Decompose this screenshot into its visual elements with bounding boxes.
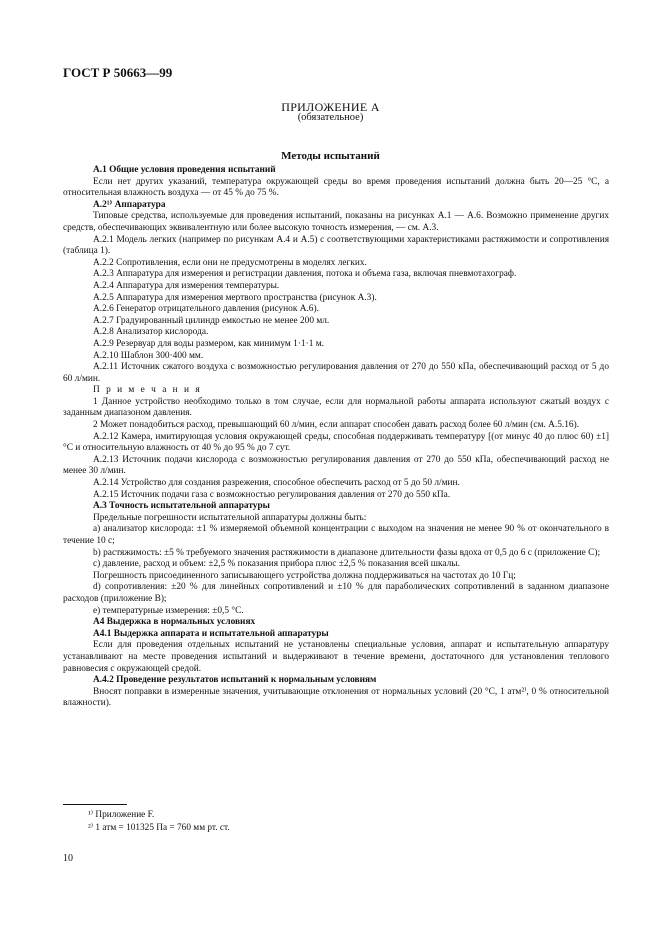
footnote-1: ¹⁾ Приложение F.: [88, 810, 155, 820]
paragraph: А.2.9 Резервуар для воды размером, как минимум 1·1·1 м.: [93, 338, 324, 349]
footnote-2: ²⁾ 1 атм = 101325 Па = 760 мм рт. ст.: [88, 823, 230, 833]
heading-a42: А.4.2 Проведение результатов испытаний к нормальным условиям: [93, 675, 377, 686]
footnote-divider: [63, 804, 127, 805]
paragraph: А.2.12 Камера, имитирующая условия окружающей среды, способная поддерживать температуру [(от минус 40 до плюс 60) ±1] °С и относительную влажность от 40 % до 95 % до 7 сут.: [63, 431, 609, 454]
appendix-title: ПРИЛОЖЕНИЕ А: [281, 100, 380, 114]
list-item: c) давление, расход и объем: ±2,5 % показания прибора плюс ±2,5 % показания всей шкалы.: [93, 559, 460, 570]
note-1: 1 Данное устройство необходимо только в том случае, если для нормальной работы аппарата используют сжатый воздух с заданным диапазоном давления.: [63, 396, 609, 419]
paragraph: А.2.6 Генератор отрицательного давления (рисунок А.6).: [93, 304, 319, 315]
paragraph: А.2.10 Шаблон 300·400 мм.: [93, 350, 204, 361]
paragraph: А.2.11 Источник сжатого воздуха с возможностью регулирования давления от 270 до 550 кПа, обеспечивающий расход от 5 до 60 л/мин.: [63, 362, 609, 384]
paragraph: А.2.2 Сопротивления, если они не предусмотрены в моделях легких.: [93, 257, 367, 268]
paragraph: Типовые средства, используемые для проведения испытаний, показаны на рисунках А.1 — А.6. Возможно применение других средств, обеспечивающих эквивалентную или более высокую точность измерения, — см. А.3.: [63, 211, 609, 233]
heading-a3: А.3 Точность испытательной аппаратуры: [93, 501, 270, 512]
paragraph: Погрешность присоединенного записывающего устройства должна поддерживаться на частотах до 10 Гц;: [93, 570, 516, 581]
paragraph: Если для проведения отдельных испытаний не установлены специальные условия, аппарат и испытательную аппаратуру устанавливают на месте проведения испытаний и выдерживают в течение времени, достаточного для установления теплового равновесия с окружающей средой.: [63, 640, 609, 674]
paragraph: А.2.3 Аппаратура для измерения и регистрации давления, потока и объема газа, включая пневмотахограф.: [93, 269, 517, 280]
document-body: [63, 165, 609, 710]
paragraph: А.2.15 Источник подачи газа с возможностью регулирования давления от 270 до 550 кПа.: [93, 489, 451, 500]
section-title: Методы испытаний: [281, 150, 380, 162]
list-item: e) температурные измерения: ±0,5 °С.: [93, 605, 244, 616]
paragraph: А.2.1 Модель легких (например по рисункам А.4 и А.5) с соответствующими характеристиками растяжимости и сопротивления (таблица 1).: [63, 234, 609, 257]
paragraph: А.2.8 Анализатор кислорода.: [93, 327, 209, 338]
paragraph: Предельные погрешности испытательной аппаратуры должны быть:: [93, 512, 367, 523]
heading-a2: А.2¹⁾ Аппаратура: [93, 199, 166, 210]
page-number: 10: [63, 853, 73, 864]
note-2: 2 Может понадобиться расход, превышающий 60 л/мин, если аппарат способен давать расход более 60 л/мин (см. А.5.16).: [93, 420, 580, 431]
paragraph: А.2.4 Аппаратура для измерения температуры.: [93, 280, 280, 291]
paragraph: Если нет других указаний, температура окружающей среды во время проведения испытаний должна быть 20—25 °С, а относительная влажность воздуха — от 45 % до 75 %.: [63, 176, 609, 199]
document-header: ГОСТ Р 50663—99: [63, 65, 173, 80]
appendix-subtitle: (обязательное): [297, 112, 364, 123]
paragraph: А.2.5 Аппаратура для измерения мертвого пространства (рисунок А.3).: [93, 292, 377, 303]
heading-a41: А4.1 Выдержка аппарата и испытательной аппаратуры: [93, 628, 329, 639]
heading-a1: А.1 Общие условия проведения испытаний: [93, 165, 276, 175]
paragraph: А.2.13 Источник подачи кислорода с возможностью регулирования давления от 270 до 550 кПа, обеспечивающий расход не менее 30 л/мин.: [63, 454, 609, 477]
list-item: a) анализатор кислорода: ±1 % измеряемой объемной концентрации с выходом на значения не менее 90 % от окончательного в течение 10 с;: [63, 524, 609, 546]
notes-label: П р и м е ч а н и я: [93, 385, 202, 396]
paragraph: Вносят поправки в измеренные значения, учитывающие отклонения от нормальных условий (20 °С, 1 атм²⁾, 0 % относительной влажности).: [63, 686, 609, 709]
heading-a4: А4 Выдержка в нормальных условиях: [93, 617, 256, 628]
list-item: d) сопротивления: ±20 % для линейных сопротивлений и ±10 % для параболических сопротивлений в заданном диапазоне расходов (приложение В);: [63, 582, 609, 604]
paragraph: А.2.7 Градуированный цилиндр емкостью не менее 200 мл.: [93, 315, 330, 326]
paragraph: А.2.14 Устройство для создания разрежения, способное обеспечить расход от 5 до 50 л/мин.: [93, 478, 460, 489]
list-item: b) растяжимость: ±5 % требуемого значения растяжимости в диапазоне длительности фазы вдоха от 0,5 до 6 с (приложение С);: [93, 547, 601, 558]
